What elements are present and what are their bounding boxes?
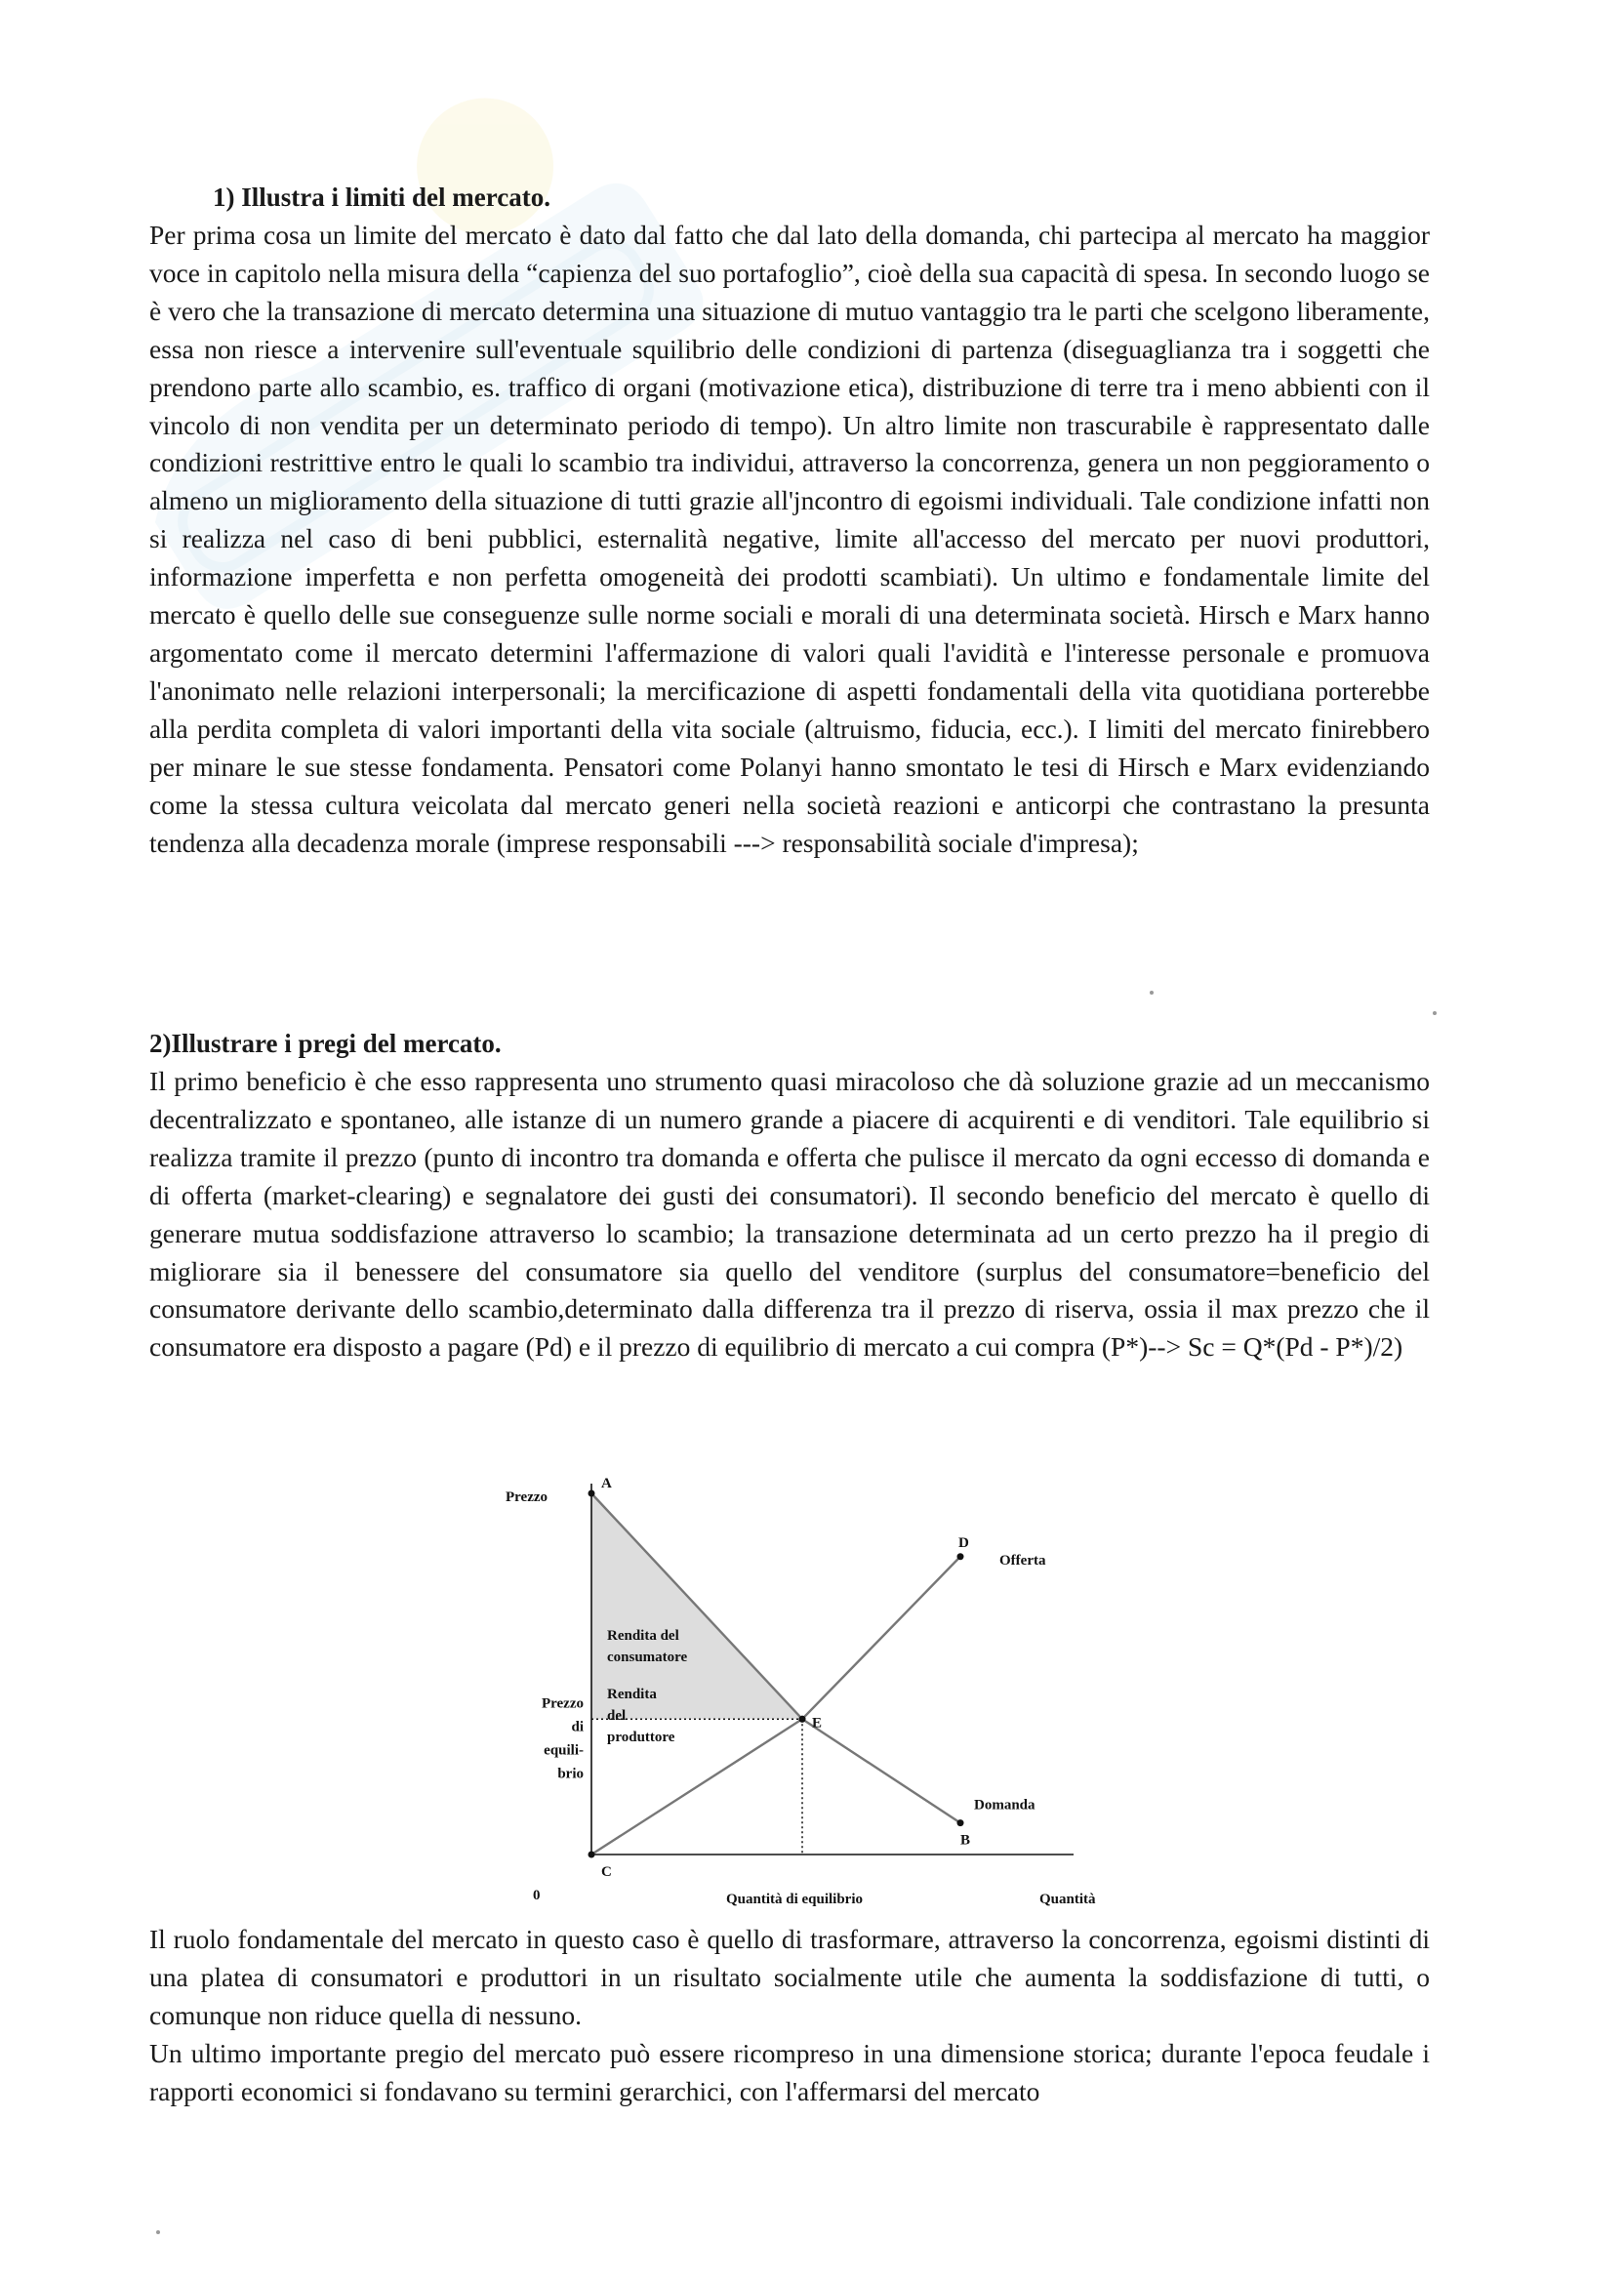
y-axis-label: Prezzo: [506, 1489, 548, 1505]
scan-speck: [1433, 1011, 1437, 1015]
after-chart-paragraph-2: Un ultimo importante pregio del mercato può essere ricompreso in una dimensione storica; durante l'epoca feudale i rapporti economici si fondavano su termini gerarchici, con l'affermarsi del mercato: [149, 2038, 1430, 2106]
point-label-E: E: [812, 1715, 823, 1732]
equilibrium-quantity-label: Quantità di equilibrio: [725, 1892, 864, 1907]
equilibrium-price-label-line: di: [571, 1719, 584, 1735]
point-D: [957, 1553, 964, 1560]
series-name-domanda: Domanda: [974, 1797, 1035, 1814]
section1-body: Per prima cosa un limite del mercato è dato dal fatto che dal lato della domanda, chi partecipa al mercato ha maggior voce in capitolo nella misura della “capienza del suo portafoglio”, cioè della sua capacità di spesa. In secondo luogo se è vero che la transazione di mercato determina una situazione di mutuo vantaggio tra le parti che scelgono liberamente, essa non riesce a intervenire sull'eventuale squilibrio delle condizioni di partenza (diseguaglianza tra i soggetti che prendono parte allo scambio, es. traffico di organi (motivazione etica), distribuzione di terre tra i meno abbienti con il vincolo di non vendita per un determinato periodo di tempo). Un altro limite non trascurabile è rappresentato dalle condizioni restrittive entro le quali lo scambio tra individui, attraverso la concorrenza, genera un non peggioramento o almeno un miglioramento della situazione di tutti grazie all'jncontro di egoismi individuali. Tale condizione infatti non si realizza nel caso di beni pubblici, esternalità negative, limite all'accesso del mercato per nuovi produttori, informazione imperfetta e non perfetta omogeneità dei prodotti scambiati). Un ultimo e fondamentale limite del mercato è quello delle sue conseguenze sulle norme sociali e morali di una determinata società. Hirsch e Marx hanno argomentato come il mercato determini l'affermazione di valori quali l'avidità e l'interesse personale e promuova l'anonimato nelle relazioni interpersonali; la mercificazione di aspetti fondamentali della vita quotidiana porterebbe alla perdita completa di valori importanti della vita sociale (altruismo, fiducia, ecc.). I limiti del mercato finirebbero per minare le sue stesse fondamenta. Pensatori come Polanyi hanno smontato le tesi di Hirsch e Marx evidenziando come la stessa cultura veicolata dal mercato generi nella società reazioni e anticorpi che contrastano la presunta tendenza alla decadenza morale (imprese responsabili ---> responsabilità sociale d'impresa);: [149, 220, 1430, 858]
equilibrium-price-label-line: equili-: [544, 1742, 584, 1759]
point-C: [589, 1852, 595, 1858]
supply-demand-chart: [498, 1464, 1096, 1913]
equilibrium-price-label-line: brio: [557, 1766, 584, 1782]
point-label-B: B: [960, 1832, 971, 1849]
producer-surplus-label-line: del: [607, 1708, 627, 1724]
equilibrium-price-label-line: Prezzo: [541, 1695, 584, 1712]
scan-speck: [156, 2230, 160, 2234]
point-label-D: D: [958, 1534, 969, 1551]
producer-surplus-label-line: produttore: [607, 1730, 675, 1745]
point-A: [589, 1490, 595, 1497]
scan-speck: [1150, 991, 1154, 995]
point-label-C: C: [601, 1864, 612, 1880]
consumer-surplus-label-line: Rendita del: [607, 1628, 679, 1644]
after-chart-paragraph-1: Il ruolo fondamentale del mercato in questo caso è quello di trasformare, attraverso la concorrenza, egoismi distinti di una platea di consumatori e produttori in un risultato socialmente utile che aumenta la soddisfazione di tutti, o comunque non riduce quella di nessuno.: [149, 1924, 1430, 2030]
section2-heading: 2)Illustrare i pregi del mercato.: [149, 1029, 502, 1058]
point-B: [957, 1819, 964, 1826]
producer-surplus-label-line: Rendita: [607, 1687, 657, 1702]
section1-heading: 1) Illustra i limiti del mercato.: [213, 183, 550, 212]
series-name-offerta: Offerta: [999, 1552, 1046, 1569]
point-E: [799, 1716, 806, 1723]
x-axis-label: Quantità: [1039, 1892, 1096, 1907]
origin-label: 0: [533, 1888, 541, 1903]
point-label-A: A: [601, 1476, 612, 1491]
consumer-surplus-label-line: consumatore: [607, 1650, 688, 1665]
section2-body: Il primo beneficio è che esso rappresenta uno strumento quasi miracoloso che dà soluzione grazie ad un meccanismo decentralizzato e spontaneo, alle istanze di un numero grande a piacere di acquirenti e di venditori. Tale equilibrio si realizza tramite il prezzo (punto di incontro tra domanda e offerta che pulisce il mercato da ogni eccesso di domanda e di offerta (market-clearing) e segnalatore dei gusti dei consumatori). Il secondo beneficio del mercato è quello di generare mutua soddisfazione attraverso lo scambio; la transazione determinata ad un certo prezzo ha il pregio di migliorare sia il benessere del consumatore sia quello del venditore (surplus del consumatore=beneficio del consumatore derivante dello scambio,determinato dalla differenza tra il prezzo di riserva, ossia il max prezzo che il consumatore era disposto a pagare (Pd) e il prezzo di equilibrio di mercato a cui compra (P*)--> Sc = Q*(Pd - P*)/2): [149, 1066, 1430, 1363]
